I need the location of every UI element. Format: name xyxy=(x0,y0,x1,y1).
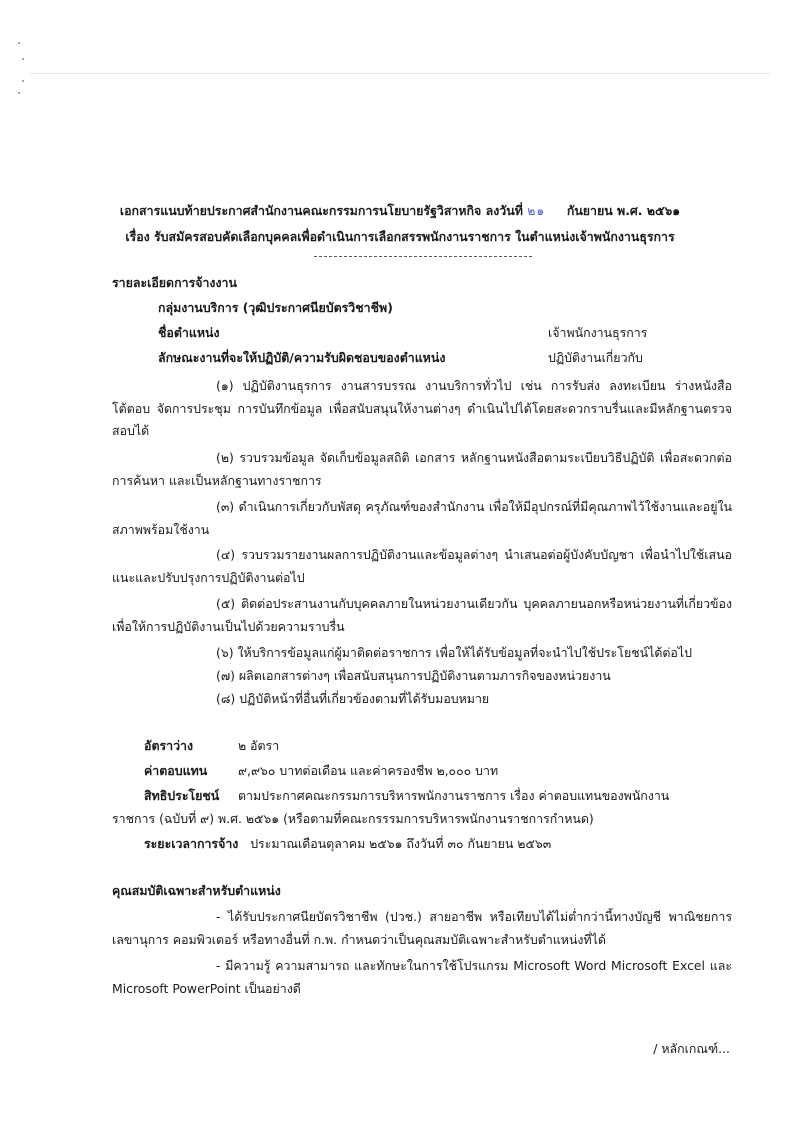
scan-speck xyxy=(22,80,24,82)
document-header-line2: เรื่อง รับสมัครสอบคัดเลือกบุคคลเพื่อดำเนินการเลือกสรรพนักงานราชการ ในตำแหน่งเจ้าพนักงานธุรการ xyxy=(125,229,675,244)
duty-item: (๘) ปฏิบัติหน้าที่อื่นที่เกี่ยวข้องตามที่ได้รับมอบหมาย xyxy=(216,691,490,706)
qualification-item: - ได้รับประกาศนียบัตรวิชาชีพ (ปวช.) สายอาชีพ หรือเทียบได้ไม่ต่ำกว่านี้ทางบัญชี พาณิชยการ เลขานุการ คอมพิวเตอร์ หรือทางอื่นที่ ก.พ. กำหนดว่าเป็นคุณสมบัติเฉพาะสำหรับตำแหน่งที่ได้ xyxy=(112,909,732,947)
qualification-item: - มีความรู้ ความสามารถ และทักษะในการใช้โปรแกรม Microsoft Word Microsoft Excel และ Microsoft PowerPoint เป็นอย่างดี xyxy=(112,958,732,996)
job-details-title: รายละเอียดการจ้างงาน xyxy=(112,275,237,290)
duty-item: (๒) รวบรวมข้อมูล จัดเก็บข้อมูลสถิติ เอกสาร หลักฐานหนังสือตามระเบียบวิธีปฏิบัติ เพื่อสะดวกต่อการค้นหา และเป็นหลักฐานทางราชการ xyxy=(112,450,732,488)
header-divider xyxy=(314,256,532,257)
duty-item: (๗) ผลิตเอกสารต่างๆ เพื่อสนับสนุนการปฏิบัติงานตามภารกิจของหน่วยงาน xyxy=(216,668,611,683)
job-group: กลุ่มงานบริการ (วุฒิประกาศนียบัตรวิชาชีพ) xyxy=(158,300,393,315)
period-label: ระยะเวลาการจ้าง xyxy=(144,836,239,851)
scan-speck xyxy=(18,92,20,94)
pay-row xyxy=(144,762,498,781)
benefits-value-cont: ราชการ (ฉบับที่ ๙) พ.ศ. ๒๕๖๑ (หรือตามที่คณะกรรรมการบริหารพนักงานราชการกำหนด) xyxy=(112,811,594,826)
position-value: เจ้าพนักงานธุรการ xyxy=(548,325,648,340)
continuation-note: / หลักเกณฑ์... xyxy=(653,1041,730,1056)
pay-value: ๙,๙๖๐ บาทต่อเดือน และค่าครองชีพ ๒,๐๐๐ บาท xyxy=(237,763,499,778)
benefits-value: ตามประกาศคณะกรรมการบริหารพนักงานราชการ เรื่อง ค่าตอบแทนของพนักงาน xyxy=(237,788,670,803)
scan-speck xyxy=(18,42,20,44)
period-row xyxy=(144,835,551,854)
period-value: ประมาณเดือนตุลาคม ๒๕๖๑ ถึงวันที่ ๓๐ กันยายน ๒๕๖๓ xyxy=(250,836,552,851)
benefits-label: สิทธิประโยชน์ xyxy=(144,788,220,803)
duty-item: (๖) ให้บริการข้อมูลแก่ผู้มาติดต่อราชการ เพื่อให้ได้รับข้อมูลที่จะนำไปใช้ประโยชน์ได้ต่อไป xyxy=(216,645,692,660)
duty-item: (๕) ติดต่อประสานงานกับบุคคลภายในหน่วยงานเดียวกัน บุคคลภายนอกหรือหน่วยงานที่เกี่ยวข้อง เพื่อให้การปฏิบัติงานเป็นไปด้วยความราบรื่น xyxy=(112,596,732,634)
header-prefix: เอกสารแนบท้ายประกาศสำนักงานคณะกรรมการนโยบายรัฐวิสาหกิจ ลงวันที่ xyxy=(119,203,523,218)
duty-item: (๑) ปฏิบัติงานธุรการ งานสารบรรณ งานบริการทั่วไป เช่น การรับส่ง ลงทะเบียน ร่างหนังสือโต้ตอบ จัดการประชุม การบันทึกข้อมูล เพื่อสนับสนุนให้งานต่างๆ ดำเนินไปได้โดยสะดวกราบรื่นและมีหลักฐานตรวจสอบได้ xyxy=(112,378,732,438)
benefits-row xyxy=(144,787,669,806)
duties-value: ปฏิบัติงานเกี่ยวกับ xyxy=(548,350,643,365)
scan-speck xyxy=(22,58,24,60)
pay-label: ค่าตอบแทน xyxy=(144,763,208,778)
document-header-line1 xyxy=(0,202,800,221)
vacancy-label: อัตราว่าง xyxy=(144,738,194,753)
qualifications-title: คุณสมบัติเฉพาะสำหรับตำแหน่ง xyxy=(112,883,281,898)
duties-label: ลักษณะงานที่จะให้ปฏิบัติ/ความรับผิดชอบของตำแหน่ง xyxy=(158,350,446,365)
duty-item: (๓) ดำเนินการเกี่ยวกับพัสดุ ครุภัณฑ์ของสำนักงาน เพื่อให้มีอุปกรณ์ที่มีคุณภาพไว้ใช้งานและอยู่ในสภาพพร้อมใช้งาน xyxy=(112,499,732,537)
vacancy-value: ๒ อัตรา xyxy=(237,738,280,753)
position-label: ชื่อตำแหน่ง xyxy=(158,325,220,340)
vacancy-row xyxy=(144,737,279,756)
header-suffix: กันยายน พ.ศ. ๒๕๖๑ xyxy=(566,203,681,218)
scan-artifact-line xyxy=(30,73,770,74)
handwritten-day: ๒๑ xyxy=(527,203,546,218)
duty-item: (๔) รวบรวมรายงานผลการปฏิบัติงานและข้อมูลต่างๆ นำเสนอต่อผู้บังคับบัญชา เพื่อนำไปใช้เสนอแนะและปรับปรุงการปฏิบัติงานต่อไป xyxy=(112,547,732,585)
